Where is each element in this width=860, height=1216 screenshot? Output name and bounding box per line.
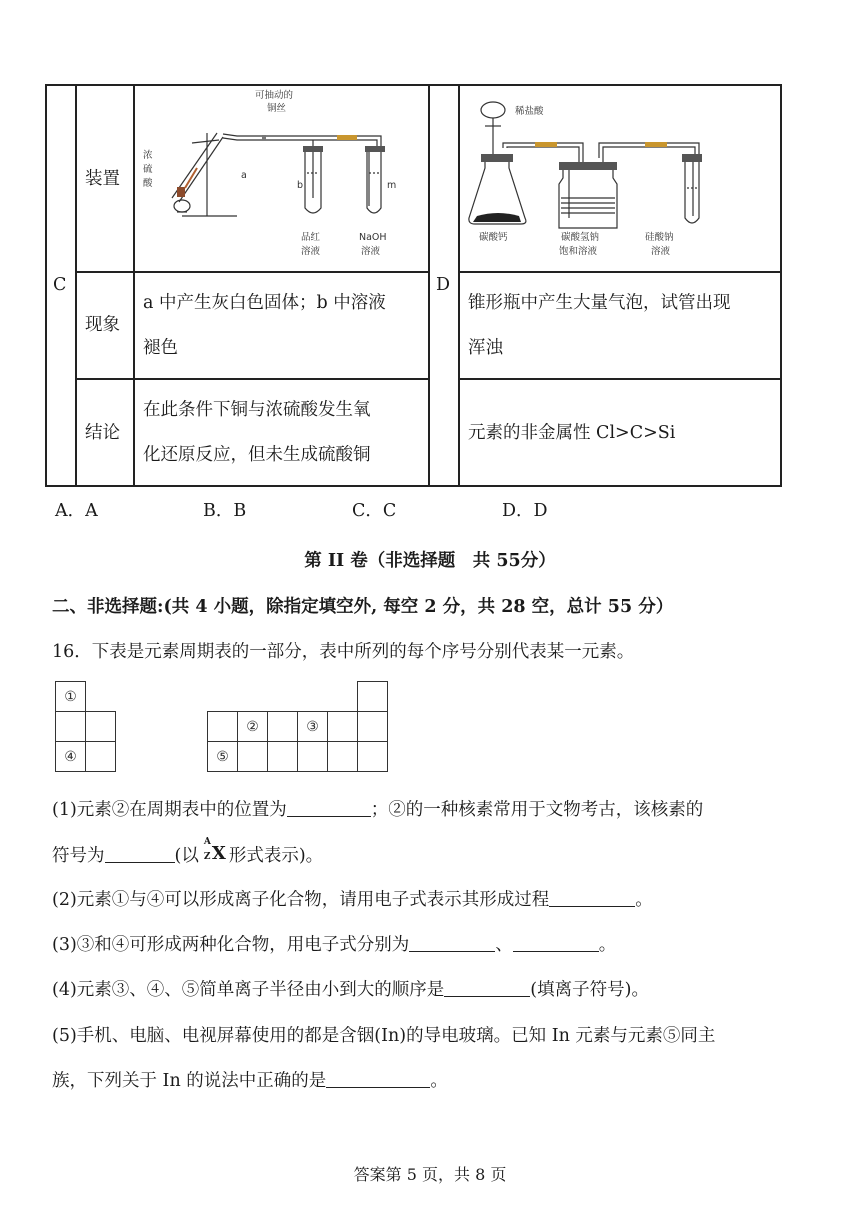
pt-cell <box>357 681 388 712</box>
table-divider <box>133 84 135 487</box>
label-b: b <box>297 180 304 191</box>
table-divider <box>458 271 781 273</box>
q16-part4 <box>52 976 649 1001</box>
c-conclusion-line2: 化还原反应，但未生成硫酸铜 <box>143 445 371 465</box>
pt-cell-2: ② <box>237 711 268 742</box>
choice-d: D．D <box>502 501 548 521</box>
answer-blank-position[interactable] <box>287 798 371 817</box>
q16-p1-text-c: 符号为 <box>52 846 105 866</box>
page-footer: 答案第 5 页，共 8 页 <box>353 1165 507 1184</box>
table-divider <box>458 378 781 380</box>
q16-p2-text-b: 。 <box>635 890 653 910</box>
row-label-d: D <box>436 275 451 295</box>
row-label-c: C <box>53 275 67 295</box>
answer-blank-compound-2[interactable] <box>513 933 599 952</box>
label-na2sio3-1: 硅酸钠 <box>645 232 674 243</box>
table-divider <box>75 378 429 380</box>
section-heading: 二、非选择题:(共 4 小题，除指定填空外, 每空 2 分，共 28 空，总计 55 分） <box>52 597 674 617</box>
pt-cell <box>267 741 298 772</box>
label-caco3: 碳酸钙 <box>479 232 508 243</box>
q16-p4-text-b: (填离子符号)。 <box>530 980 649 1000</box>
phenomenon-label: 现象 <box>85 315 120 335</box>
copper-sulfuric-apparatus-figure <box>137 88 425 268</box>
table-divider <box>75 271 429 273</box>
q16-stem: 16．下表是元素周期表的一部分，表中所列的每个序号分别代表某一元素。 <box>52 642 635 662</box>
conclusion-label: 结论 <box>85 423 120 443</box>
atomic-number-symbol: Z <box>203 852 211 862</box>
acid-carbonate-silicate-apparatus-figure <box>463 88 778 268</box>
choice-b: B．B <box>203 501 247 521</box>
d-phenomenon-line1: 锥形瓶中产生大量气泡，试管出现 <box>468 293 731 313</box>
label-acid-1: 浓 <box>143 150 153 161</box>
choice-c: C．C <box>352 501 397 521</box>
q16-p2-text-a: (2)元素①与④可以形成离子化合物，请用电子式表示其形成过程 <box>52 890 550 910</box>
c-phenomenon-line1: a 中产生灰白色固体；b 中溶液 <box>143 293 386 313</box>
pt-cell <box>327 711 358 742</box>
q16-p3-text-c: 。 <box>598 935 617 955</box>
label-pinhong-2: 溶液 <box>301 246 321 257</box>
table-divider <box>458 84 460 487</box>
pt-cell <box>85 711 116 742</box>
q16-p3-text-a: (3)③和④可形成两种化合物，用电子式分别为 <box>52 935 410 955</box>
table-border-left <box>45 84 47 487</box>
nuclide-notation <box>201 837 226 864</box>
c-conclusion-line1: 在此条件下铜与浓硫酸发生氧 <box>143 400 371 420</box>
q16-p1-text-d: (以 <box>174 846 199 866</box>
experiment-table <box>45 84 782 487</box>
q16-p3-text-b: 、 <box>495 935 513 955</box>
label-na2sio3-2: 溶液 <box>651 246 671 257</box>
pt-cell-5: ⑤ <box>207 741 238 772</box>
pt-cell <box>267 711 298 742</box>
answer-blank-compound-1[interactable] <box>409 933 495 952</box>
answer-blank-formation[interactable] <box>549 888 635 907</box>
d-conclusion: 元素的非金属性 Cl>C>Si <box>468 423 676 443</box>
q16-p5-text-c: 。 <box>430 1071 448 1091</box>
c-phenomenon-line2: 褪色 <box>143 338 178 358</box>
q16-part1-line2 <box>52 837 324 867</box>
table-border-top <box>45 84 782 86</box>
q16-part5-line1: (5)手机、电脑、电视屏幕使用的都是含铟(In)的导电玻璃。已知 In 元素与元素⑤同主 <box>52 1026 716 1046</box>
pt-cell <box>55 711 86 742</box>
apparatus-label: 装置 <box>85 169 120 189</box>
label-m: m <box>387 180 397 191</box>
q16-part3 <box>52 931 616 956</box>
label-dilute-hcl: 稀盐酸 <box>515 106 544 117</box>
pt-cell <box>237 741 268 772</box>
q16-p5-text-b: 族，下列关于 In 的说法中正确的是 <box>52 1071 327 1091</box>
answer-blank-ion-order[interactable] <box>444 978 530 997</box>
pt-cell <box>297 741 328 772</box>
section-title: 第 II 卷（非选择题 共 55分） <box>304 551 556 571</box>
choice-a: A．A <box>55 501 98 521</box>
label-a: a <box>241 170 247 181</box>
pt-cell <box>357 711 388 742</box>
q16-p1-text-b: ；②的一种核素常用于文物考古，该核素的 <box>370 800 704 820</box>
answer-blank-nuclide[interactable] <box>105 844 175 863</box>
label-movable-copper-2: 铜丝 <box>267 103 287 114</box>
q16-part1-line1 <box>52 796 703 821</box>
label-pinhong-1: 品红 <box>301 232 321 243</box>
table-border-right <box>780 84 782 487</box>
pt-cell-1: ① <box>55 681 86 712</box>
pt-cell <box>207 711 238 742</box>
label-acid-3: 酸 <box>143 178 153 189</box>
label-nahco3-2: 饱和溶液 <box>559 246 598 257</box>
q16-part5-line2 <box>52 1067 448 1092</box>
pt-cell <box>327 741 358 772</box>
mass-number-symbol: A <box>203 837 211 847</box>
q16-part2 <box>52 886 653 911</box>
table-border-bottom <box>45 485 782 487</box>
label-naoh-2: 溶液 <box>361 246 381 257</box>
pt-cell-3: ③ <box>297 711 328 742</box>
label-movable-copper-1: 可抽动的 <box>255 90 294 101</box>
pt-cell-4: ④ <box>55 741 86 772</box>
periodic-table-fragment <box>55 681 390 772</box>
q16-p1-text-e: 形式表示)。 <box>228 846 324 866</box>
table-divider <box>428 84 430 487</box>
q16-p4-text-a: (4)元素③、④、⑤简单离子半径由小到大的顺序是 <box>52 980 445 1000</box>
label-acid-2: 硫 <box>143 164 153 175</box>
answer-blank-indium[interactable] <box>326 1069 430 1088</box>
element-symbol: X <box>211 843 226 864</box>
label-naoh-1: NaOH <box>359 232 387 243</box>
pt-cell <box>85 741 116 772</box>
table-divider <box>75 84 77 487</box>
q16-p1-text-a: (1)元素②在周期表中的位置为 <box>52 800 287 820</box>
label-nahco3-1: 碳酸氢钠 <box>561 232 600 243</box>
d-phenomenon-line2: 浑浊 <box>468 338 503 358</box>
pt-cell <box>357 741 388 772</box>
